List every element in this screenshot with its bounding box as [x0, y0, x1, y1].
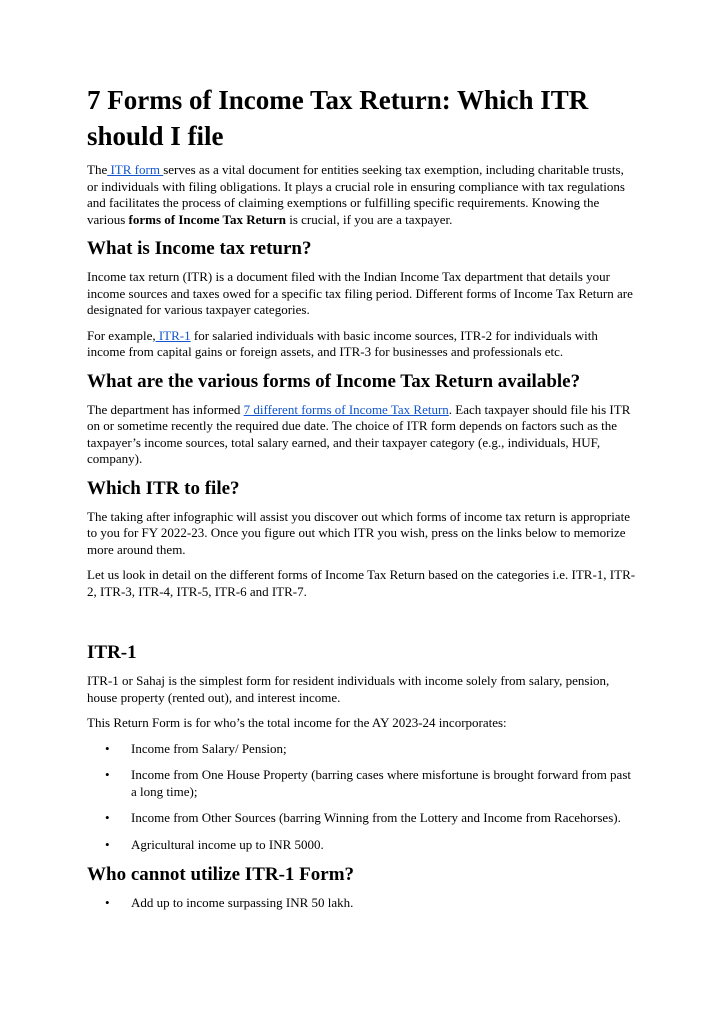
which-itr-paragraph-2: Let us look in detail on the different forms of Income Tax Return based on the categories i.e. ITR-1, ITR-2, ITR-3, ITR-4, ITR-5, ITR-6 and ITR-7.	[87, 567, 636, 599]
example-paragraph	[87, 328, 637, 361]
list-item	[87, 837, 637, 854]
heading-forms-available: What are the various forms of Income Tax Return available?	[87, 370, 581, 392]
list-item	[87, 810, 637, 827]
forms-text: . Each taxpayer should file his ITR on or sometime recently the required due date. The choice of ITR form depends on factors such as the taxpayer’s income sources, total salary earned, and their taxpayer category (e.g., individuals, HUF, company).	[87, 401, 631, 466]
bullet-icon: •	[105, 895, 110, 910]
list-item	[87, 767, 637, 800]
itr1-paragraph-2: This Return Form is for who’s the total income for the AY 2023-24 incorporates:	[87, 715, 507, 730]
heading-which-itr: Which ITR to file?	[87, 477, 240, 499]
list-item-text: Add up to income surpassing INR 50 lakh.	[131, 895, 354, 910]
bullet-icon: •	[105, 836, 110, 852]
document-page	[87, 82, 637, 922]
list-item-text: Agricultural income up to INR 5000.	[131, 836, 324, 852]
forms-prefix: The department has informed	[87, 401, 244, 417]
intro-text-2: is crucial, if you are a taxpayer.	[285, 211, 453, 227]
list-item-text: Income from One House Property (barring cases where misfortune is brought forward from past a long time);	[131, 767, 631, 799]
intro-bold: forms of Income Tax Return	[128, 211, 286, 227]
heading-itr1: ITR-1	[87, 642, 137, 663]
example-prefix: For example,	[87, 327, 156, 343]
forms-available-paragraph	[87, 402, 637, 468]
itr1-paragraph-1: ITR-1 or Sahaj is the simplest form for resident individuals with income solely from salary, pension, house property (rented out), and interest income.	[87, 673, 610, 705]
section-spacer	[87, 609, 637, 641]
intro-prefix: The	[87, 162, 108, 177]
intro-text-1: serves as a vital document for entities seeking tax exemption, including charitable trusts, or individuals with filing obligations. It plays a crucial role in ensuring compliance with tax regulations and facilitates the process of claiming exemptions or fulfilling specific requirements. Knowing the various	[87, 162, 625, 227]
bullet-icon: •	[105, 740, 110, 756]
bullet-icon: •	[105, 767, 110, 782]
itr1-link[interactable]: ITR-1	[155, 327, 191, 343]
seven-forms-link[interactable]: 7 different forms of Income Tax Return	[243, 401, 449, 417]
page-title: 7 Forms of Income Tax Return: Which ITR should I file	[87, 85, 589, 151]
heading-what-is-itr: What is Income tax return?	[87, 238, 312, 259]
intro-paragraph	[87, 162, 637, 228]
heading-who-cannot-use: Who cannot utilize ITR-1 Form?	[87, 864, 355, 885]
list-item-text: Income from Other Sources (barring Winning from the Lottery and Income from Racehorses).	[131, 810, 621, 825]
what-is-itr-paragraph: Income tax return (ITR) is a document filed with the Indian Income Tax department that details your income sources and taxes owed for a specific tax filing period. Different forms of Income Tax Return are designated for various taxpayer categories.	[87, 269, 633, 317]
which-itr-paragraph-1: The taking after infographic will assist you discover out which forms of income tax return is appropriate to you for FY 2022-23. Once you figure out which ITR you wish, press on the links below to memorize more around them.	[87, 508, 630, 557]
list-item	[87, 741, 637, 758]
itr1-income-list	[87, 741, 637, 854]
itr-form-link[interactable]: ITR form	[107, 162, 164, 177]
list-item-text: Income from Salary/ Pension;	[131, 740, 287, 756]
cannot-use-list	[87, 895, 637, 912]
bullet-icon: •	[105, 810, 110, 825]
example-text: for salaried individuals with basic income sources, ITR-2 for individuals with income from capital gains or foreign assets, and ITR-3 for businesses and professionals etc.	[87, 327, 598, 359]
list-item	[87, 895, 637, 912]
